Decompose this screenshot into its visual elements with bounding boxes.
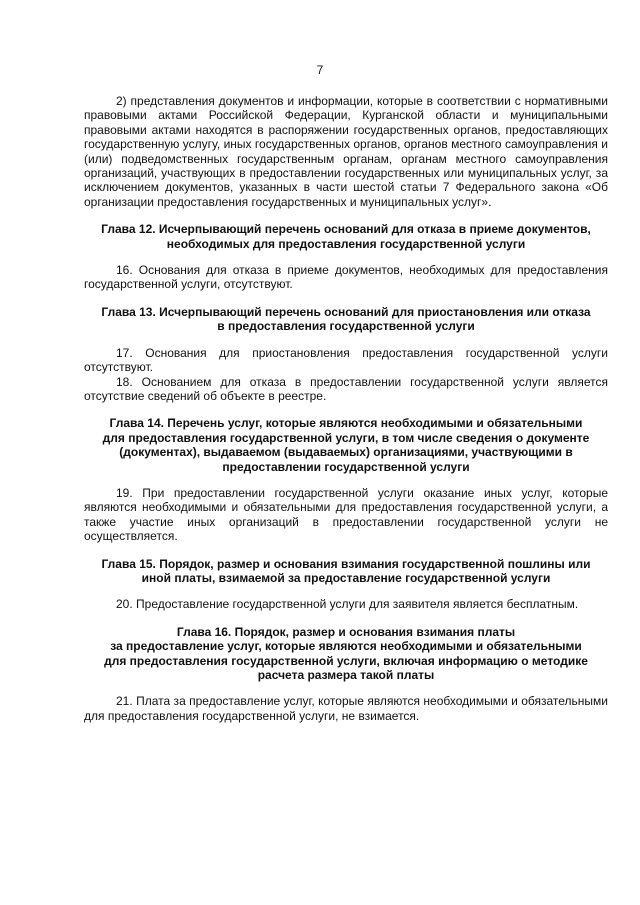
chapter-15-heading [84, 557, 608, 586]
paragraph-16: 16. Основания для отказа в приеме документов, необходимых для предоставления государственной услуги, отсутствуют. [84, 263, 608, 292]
chapter-16-line-4: расчета размера такой платы [257, 668, 435, 682]
chapter-13-line-2: в предоставления государственной услуги [217, 319, 475, 334]
paragraph-18: 18. Основанием для отказа в предоставлении государственной услуги является отсутствие сведений об объекте в реестре. [84, 374, 608, 403]
chapter-13-line-1: Глава 13. Исчерпывающий перечень оснований для приостановления или отказа [101, 304, 591, 319]
chapter-12-heading [84, 222, 608, 251]
paragraph-2: 2) представления документов и информации, которые в соответствии с нормативными правовыми актами Российской Федерации, Курганской области и муниципальными правовыми актами находятся в распоряжении государственных органов, предоставляющих государственную услугу, иных государственных органов, органов местного самоуправления и (или) подведомственных государственным органам, органам местного самоуправления организаций, участвующих в предоставлении государственных или муниципальных услуг, за исключением документов, указанных в части шестой статьи 7 Федерального закона «Об организации предоставления государственных и муниципальных услуг». [84, 94, 608, 209]
chapter-14-line-1: Глава 14. Перечень услуг, которые являются необходимыми и обязательными [109, 416, 583, 431]
paragraph-21: 21. Плата за предоставление услуг, которые являются необходимыми и обязательными для предоставления государственной услуги, не взимается. [84, 694, 608, 723]
chapter-16-line-3: для предоставления государственной услуги, включая информацию о методике [104, 653, 588, 668]
page-number: 7 [316, 63, 324, 77]
chapter-15-line-1: Глава 15. Порядок, размер и основания взимания государственной пошлины или [101, 556, 591, 571]
chapter-14-line-3: (документах), выдаваемом (выдаваемых) организациями, участвующими в [119, 445, 573, 460]
paragraph-19: 19. При предоставлении государственной услуги оказание иных услуг, которые являются необходимыми и обязательными для предоставления государственной услуги, а также участие иных организаций в предоставлении государственной услуги не осуществляется. [84, 485, 608, 544]
chapter-16-heading [84, 625, 608, 683]
paragraph-17: 17. Основания для приостановления предоставления государственной услуги отсутствуют. [84, 345, 608, 375]
chapter-16-line-1: Глава 16. Порядок, размер и основания взимания платы [176, 624, 516, 639]
chapter-12-line-2: необходимых для предоставления государственной услуги [166, 236, 526, 251]
chapter-12-line-1: Глава 12. Исчерпывающий перечень оснований для отказа в приеме документов, [101, 222, 591, 237]
chapter-14-line-2: для предоставления государственной услуги, в том числе сведения о документе [102, 430, 590, 445]
chapter-16-line-2: за предоставление услуг, которые являются необходимыми и обязательными [110, 639, 582, 654]
chapter-15-line-2: иной платы, взимаемой за предоставление государственной услуги [141, 570, 551, 585]
paragraph-20: 20. Предоставление государственной услуги для заявителя является бесплатным. [116, 597, 579, 612]
document-body [84, 94, 608, 723]
chapter-14-heading [84, 416, 608, 474]
chapter-13-heading [84, 305, 608, 334]
chapter-14-line-4: предоставлении государственной услуги [222, 459, 470, 474]
